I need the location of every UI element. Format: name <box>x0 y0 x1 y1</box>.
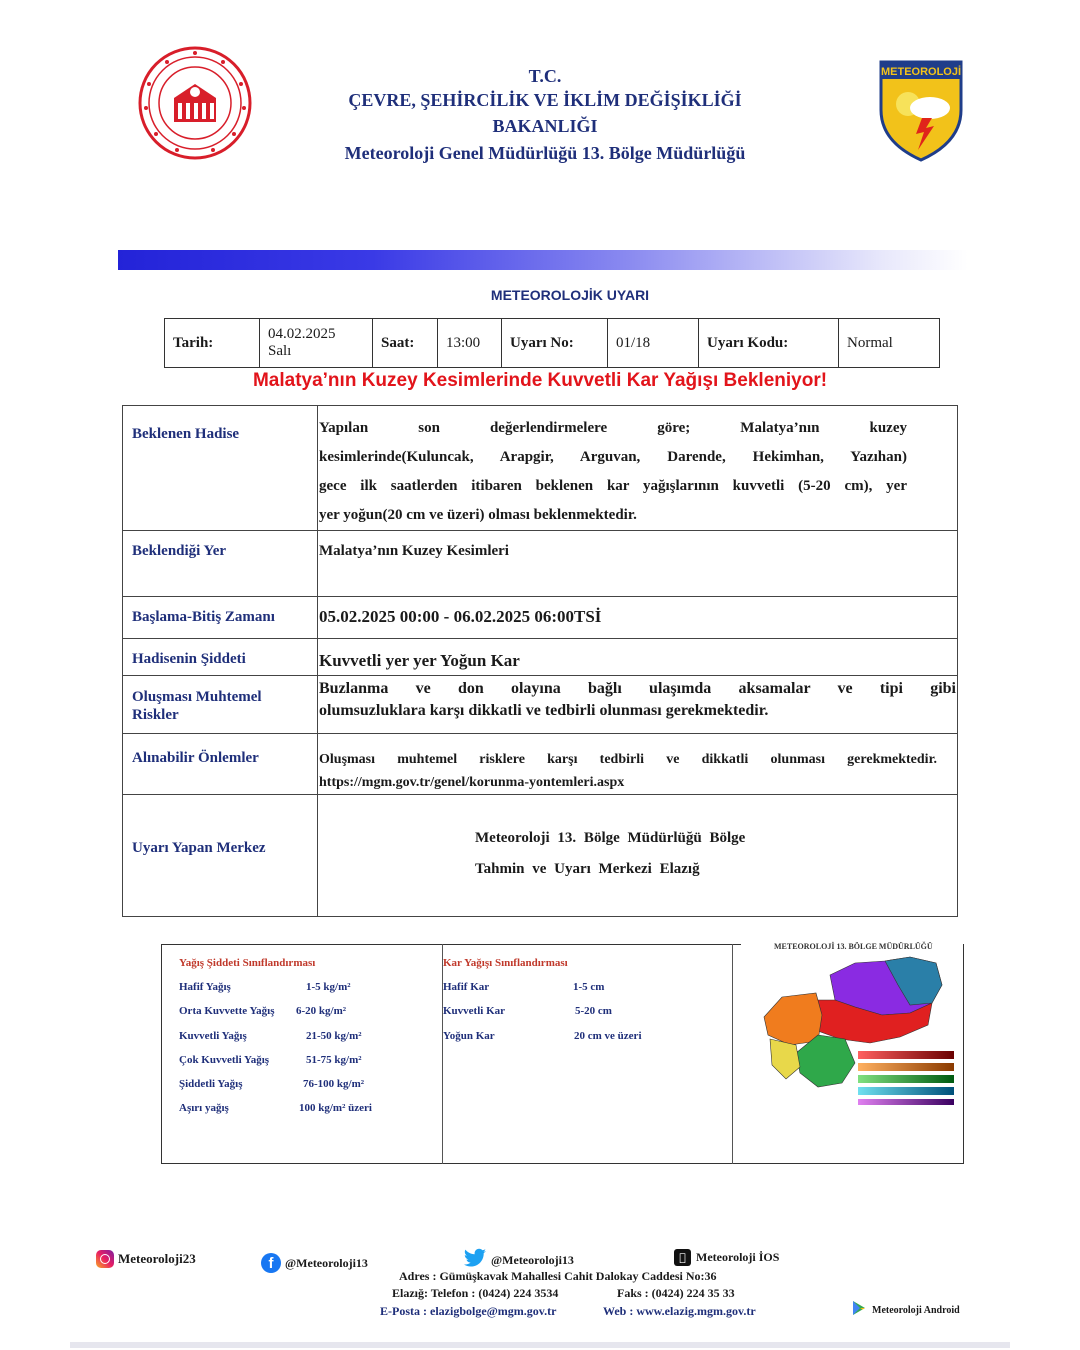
rain-classification-title: Yağış Şiddeti Sınıflandırması <box>179 957 316 969</box>
instagram-icon <box>96 1250 114 1268</box>
measures-label: Alınabilir Önlemler <box>123 734 318 795</box>
document-title: METEOROLOJİK UYARI <box>490 287 650 303</box>
play-store-icon <box>852 1300 866 1321</box>
start-end-time-label: Başlama-Bitiş Zamanı <box>123 597 318 639</box>
rain-item <box>179 1102 439 1126</box>
warning-details-table <box>122 405 958 917</box>
event-line-4: yer yoğun(20 cm ve üzeri) olması beklenmektedir. <box>319 507 637 523</box>
classification-divider-2 <box>732 944 733 1164</box>
risks-line-2: olumsuzluklara karşı dikkatli ve tedbirli olunması gerekmektedir. <box>319 702 769 719</box>
instagram-link[interactable] <box>96 1250 196 1268</box>
center-line-1: Meteoroloji 13. Bölge Müdürlüğü Bölge <box>475 830 746 846</box>
warning-no-value: 01/18 <box>608 319 699 367</box>
header-ministry-line2: BAKANLIĞI <box>492 116 598 136</box>
issuing-center-value <box>318 795 958 917</box>
android-app-label: Meteoroloji Android <box>872 1305 960 1316</box>
row-start-end-time <box>123 597 958 639</box>
event-line-1: Yapılan son değerlendirmelere göre; Malatya’nın kuzey <box>319 420 907 436</box>
facebook-icon: f <box>261 1253 281 1273</box>
footer-web[interactable]: Web : www.elazig.mgm.gov.tr <box>603 1304 756 1318</box>
warning-no-label: Uyarı No: <box>502 319 608 367</box>
day-value: Salı <box>268 343 292 359</box>
bottom-border <box>70 1342 1010 1348</box>
android-app-link[interactable] <box>852 1300 960 1321</box>
severity-label: Hadisenin Şiddeti <box>123 639 318 676</box>
warning-headline: Malatya’nın Kuzey Kesimlerinde Kuvvetli Kar Yağışı Bekleniyor! <box>252 370 828 391</box>
rain-item-name: Aşırı yağış <box>179 1102 229 1115</box>
issuing-center-label: Uyarı Yapan Merkez <box>123 795 318 917</box>
snow-item-value: 5-20 cm <box>575 1005 612 1018</box>
rain-item-value: 1-5 kg/m² <box>306 981 351 993</box>
date-value: 04.02.2025 <box>268 326 336 342</box>
snow-item-name: Hafif Kar <box>443 981 490 993</box>
start-end-time-value: 05.02.2025 00:00 - 06.02.2025 06:00TSİ <box>318 597 958 639</box>
snow-item-value: 20 cm ve üzeri <box>574 1029 642 1042</box>
expected-event-label: Beklenen Hadise <box>123 406 318 531</box>
rain-item-value: 21-50 kg/m² <box>306 1029 362 1042</box>
date-label: Tarih: <box>165 319 260 367</box>
time-value: 13:00 <box>438 319 502 367</box>
apple-icon <box>674 1249 691 1266</box>
rain-item <box>179 1078 439 1102</box>
header-directorate: Meteoroloji Genel Müdürlüğü 13. Bölge Müdürlüğü <box>344 143 746 163</box>
event-line-2: kesimlerinde(Kuluncak, Arapgir, Arguvan, Darende, Hekimhan, Yazıhan) <box>319 449 907 465</box>
ministry-seal-logo <box>138 46 252 160</box>
severity-value: Kuvvetli yer yer Yoğun Kar <box>318 639 958 676</box>
row-expected-place <box>123 531 958 597</box>
rain-item-name: Kuvvetli Yağış <box>179 1029 247 1042</box>
rain-item <box>179 1054 439 1078</box>
instagram-handle: Meteoroloji23 <box>118 1251 196 1266</box>
ios-app-label: Meteoroloji İOS <box>696 1250 780 1264</box>
snow-classification-title: Kar Yağışı Sınıflandırması <box>443 957 568 969</box>
row-severity <box>123 639 958 676</box>
possible-risks-value <box>318 676 958 734</box>
warning-info-row <box>164 318 940 368</box>
footer-email[interactable]: E-Posta : elazigbolge@mgm.gov.tr <box>380 1304 557 1318</box>
rain-item-name: Şiddetli Yağış <box>179 1078 243 1091</box>
ios-app-link[interactable] <box>674 1249 779 1266</box>
time-label: Saat: <box>373 319 438 367</box>
warning-code-label: Uyarı Kodu: <box>699 319 839 367</box>
snow-item <box>443 981 723 1005</box>
rain-item <box>179 981 439 1005</box>
classification-top-border <box>161 944 741 945</box>
row-measures <box>123 734 958 795</box>
region-map-title: METEOROLOJİ 13. BÖLGE MÜDÜRLÜĞÜ <box>774 942 933 951</box>
center-line-2: Tahmin ve Uyarı Merkezi Elazığ <box>475 861 700 877</box>
rain-item-name: Orta Kuvvette Yağış <box>179 1005 275 1018</box>
snow-classification-list <box>443 981 723 1054</box>
rain-item-value: 6-20 kg/m² <box>296 1005 347 1018</box>
header-gradient-bar <box>118 250 968 270</box>
warning-code-value: Normal <box>847 334 893 351</box>
date-cell <box>260 319 373 367</box>
measures-value <box>318 734 958 795</box>
row-issuing-center <box>123 795 958 917</box>
footer-address: Adres : Gümüşkavak Mahallesi Cahit Dalokay Caddesi No:36 <box>399 1269 717 1283</box>
rain-item-value: 51-75 kg/m² <box>306 1053 362 1066</box>
risks-line-1: Buzlanma ve don olayına bağlı ulaşımda aksamalar ve tipi gibi <box>319 680 956 697</box>
expected-place-value: Malatya’nın Kuzey Kesimleri <box>318 531 958 597</box>
rain-item <box>179 1030 439 1054</box>
measures-line-1: Oluşması muhtemel risklere karşı tedbirli ve dikkatli olunması gerekmektedir. <box>319 752 937 767</box>
snow-item <box>443 1005 723 1029</box>
rain-item <box>179 1005 439 1029</box>
classification-divider-1 <box>442 944 443 1164</box>
snow-item-name: Yoğun Kar <box>443 1029 495 1042</box>
rain-item-value: 76-100 kg/m² <box>303 1078 365 1091</box>
meteoroloji-logo <box>878 58 964 162</box>
header-ministry-line1: ÇEVRE, ŞEHİRCİLİK VE İKLİM DEĞİŞİKLİĞİ <box>348 90 742 110</box>
footer-fax: Faks : (0424) 224 35 33 <box>617 1286 735 1300</box>
rain-item-name: Hafif Yağış <box>179 981 231 993</box>
possible-risks-label: Oluşması Muhtemel Riskler <box>123 676 318 734</box>
expected-place-label: Beklendiği Yer <box>123 531 318 597</box>
snow-item-name: Kuvvetli Kar <box>443 1005 506 1018</box>
row-possible-risks <box>123 676 958 734</box>
facebook-handle: @Meteoroloji13 <box>285 1255 368 1270</box>
rain-item-value: 100 kg/m² üzeri <box>299 1102 372 1115</box>
footer-phone: Elazığ: Telefon : (0424) 224 3534 <box>392 1286 559 1300</box>
snow-item-value: 1-5 cm <box>573 981 605 993</box>
logo-text: METEOROLOJİ <box>880 66 962 78</box>
event-line-3: gece ilk saatlerden itibaren beklenen kar yağışlarının kuvvetli (5-20 cm), yer <box>319 478 907 494</box>
rain-item-name: Çok Kuvvetli Yağış <box>179 1053 270 1066</box>
rain-classification-list <box>179 981 439 1127</box>
row-expected-event <box>123 406 958 531</box>
twitter-handle: @Meteoroloji13 <box>491 1253 574 1267</box>
region-map-image <box>760 955 955 1105</box>
facebook-link[interactable] <box>261 1253 368 1273</box>
header-tc: T.C. <box>528 66 562 86</box>
expected-event-value <box>318 406 958 531</box>
snow-item <box>443 1030 723 1054</box>
measures-link[interactable]: https://mgm.gov.tr/genel/korunma-yontemleri.aspx <box>319 775 625 790</box>
